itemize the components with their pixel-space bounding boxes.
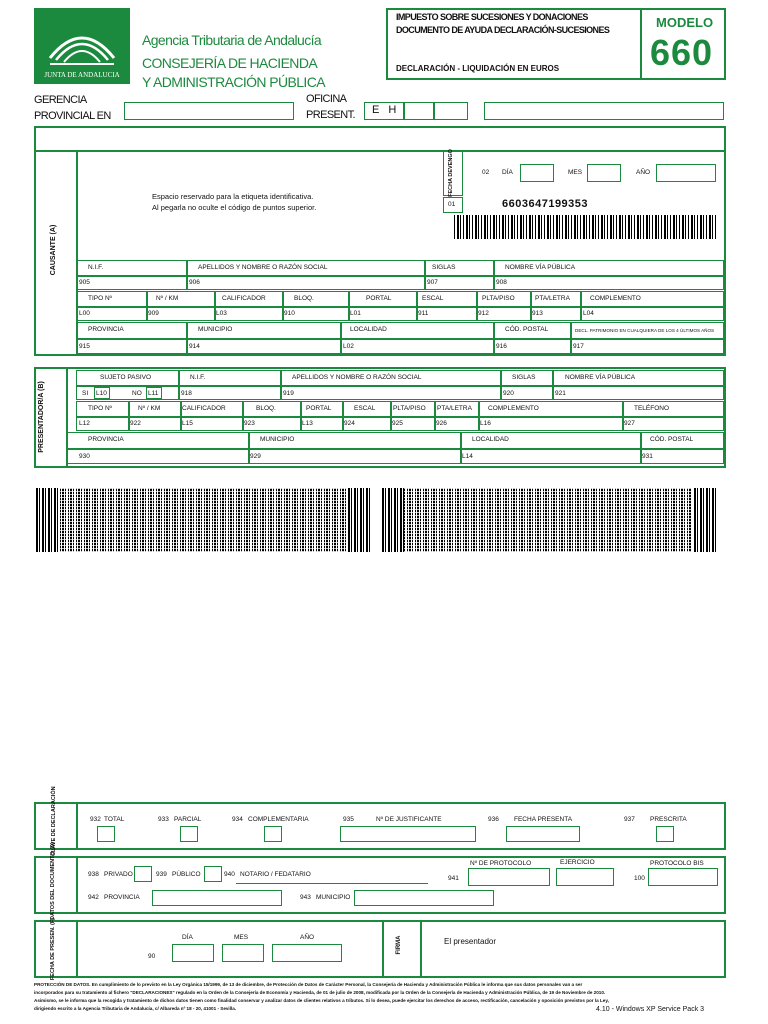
devengo-dia-field[interactable] [520, 164, 554, 182]
p-929: 929 [250, 453, 261, 460]
anio-label: AÑO [636, 169, 651, 176]
p-tipo-label: TIPO Nº [88, 405, 113, 412]
gerencia-label-1: GERENCIA [34, 94, 87, 106]
causante-top-rule [34, 150, 726, 152]
c-row3-v2 [340, 322, 342, 354]
c-planta-label: PLTA/PISO [482, 295, 515, 302]
p-apellidos-label: APELLIDOS Y NOMBRE O RAZÓN SOCIAL [292, 374, 422, 381]
clave-title: CLAVE DE DECLARACIÓN [51, 786, 57, 856]
p-930: 930 [79, 453, 90, 460]
notario-label: NOTARIO / FEDATARIO [240, 871, 311, 878]
oficina-prefix: E H [372, 104, 400, 116]
oficina-label-2: PRESENT. [306, 109, 355, 121]
c-bloq-label: BLOQ. [294, 295, 314, 302]
protocolo-bis-field[interactable] [648, 868, 718, 886]
p-l15: L15 [182, 420, 193, 427]
fecha-present-title: FECHA DE PRESEN. (F) [50, 917, 56, 981]
c-escal-label: ESCAL [422, 295, 444, 302]
p-921: 921 [555, 390, 566, 397]
clave-left-rule [76, 802, 78, 850]
p-918: 918 [181, 390, 192, 397]
c-row1-v1 [186, 260, 188, 290]
prescrita-checkbox[interactable] [656, 826, 674, 842]
signature-area[interactable] [424, 924, 722, 974]
c936: 936 [488, 816, 499, 823]
p-row1-v1 [178, 370, 180, 400]
lopd-line-1: PROTECCIÓN DE DATOS. En cumplimiento de lo previsto en la Ley Orgánica 15/1999, de 13 de diciembre, de Protección de Datos de Carácter Personal, la Consejería de Hacienda y Administración Pública le informa que sus datos personales van a ser [34, 982, 583, 987]
devengo-mes-field[interactable] [587, 164, 621, 182]
c939: 939 [156, 871, 167, 878]
p-923: 923 [244, 420, 255, 427]
c-l03: L03 [216, 310, 227, 317]
ministry-line-2: Y ADMINISTRACIÓN PÚBLICA [142, 74, 325, 90]
c-l01: L01 [350, 310, 361, 317]
fp-dia-label: DÍA [182, 934, 193, 941]
junta-caption: JUNTA DE ANDALUCIA [44, 71, 120, 79]
c-cp-label: CÓD. POSTAL [505, 326, 549, 333]
p-puerta-label: PTA/LETRA [437, 405, 472, 412]
c-915: 915 [79, 343, 90, 350]
fp-anio-label: AÑO [300, 934, 315, 941]
documento-title: DATOS DEL DOCUMENTO (D) [50, 842, 56, 920]
c-nif-label: N.I.F. [88, 264, 104, 271]
oficina-field-2[interactable] [404, 102, 434, 120]
junta-logo [34, 8, 130, 84]
total-label: TOTAL [104, 816, 125, 823]
firma-divider-2 [420, 920, 422, 978]
presentador-title: PRESENTADOR/A (B) [38, 381, 45, 453]
p-row3-mid [66, 448, 724, 450]
barcode [454, 215, 716, 239]
p-927: 927 [624, 420, 635, 427]
c-row1-v3 [493, 260, 495, 290]
fecha-devengo-label: FECHA DEVENGO [448, 149, 454, 197]
doc-municipio-label: MUNICIPIO [316, 894, 351, 901]
fp-mes-field[interactable] [222, 944, 264, 962]
p-931: 931 [642, 453, 653, 460]
c-909: 909 [148, 310, 159, 317]
c-via-label: NOMBRE VÍA PÚBLICA [505, 264, 576, 271]
fp-90: 90 [148, 953, 156, 960]
complementaria-label: COMPLEMENTARIA [248, 816, 309, 823]
documento-left-rule [76, 856, 78, 914]
c-provincia-label: PROVINCIA [88, 326, 124, 333]
c-row2-v8 [580, 291, 582, 321]
c-row1-mid [76, 275, 724, 277]
p-925: 925 [392, 420, 403, 427]
c-municipio-label: MUNICIPIO [198, 326, 233, 333]
p-926: 926 [436, 420, 447, 427]
c-917: 917 [573, 343, 584, 350]
total-checkbox[interactable] [97, 826, 115, 842]
p-sujeto-label: SUJETO PASIVO [100, 374, 152, 381]
c-913: 913 [532, 310, 543, 317]
c933: 933 [158, 816, 169, 823]
fecha-presenta-label: FECHA PRESENTA [514, 816, 573, 823]
code-02: 02 [482, 169, 490, 176]
p-row1-mid [76, 385, 724, 387]
p-cp-label: CÓD. POSTAL [650, 436, 694, 443]
presentador-label: El presentador [444, 937, 497, 946]
c-compl-label: COMPLEMENTO [590, 295, 641, 302]
doc-municipio-field[interactable] [354, 890, 494, 906]
lopd-line-3: Asimismo, se le informa que la recogida y tratamiento de dichos datos tienen como finalidad conservar y analizar datos de clientes relativos a tributos. Si lo desea, puede ejercitar los derechos de acceso, rectificación, cancelación y oposición previstos por la Ley, [34, 998, 609, 1003]
c938: 938 [88, 871, 99, 878]
p-portal-label: PORTAL [306, 405, 332, 412]
p-l13: L13 [302, 420, 313, 427]
c-907: 907 [427, 279, 438, 286]
c-910: 910 [284, 310, 295, 317]
c-row3-v4 [570, 322, 572, 354]
ministry-line-1: CONSEJERÍA DE HACIENDA [142, 55, 318, 71]
c-puerta-label: PTA/LETRA [535, 295, 570, 302]
p-l12: L12 [79, 420, 90, 427]
c941: 941 [448, 875, 459, 882]
p-919: 919 [283, 390, 294, 397]
gerencia-label-2: PROVINCIAL EN [34, 110, 111, 122]
p-l11: L11 [148, 390, 159, 397]
doc-provincia-label: PROVINCIA [104, 894, 140, 901]
p-compl-label: COMPLEMENTO [488, 405, 539, 412]
ejercicio-label: EJERCICIO [560, 859, 595, 866]
version-label: 4.10 - Windows XP Service Pack 3 [596, 1006, 705, 1013]
barcode-number: 6603647199353 [502, 198, 589, 210]
c-localidad-label: LOCALIDAD [350, 326, 387, 333]
fp-anio-field[interactable] [272, 944, 342, 962]
complementaria-checkbox[interactable] [264, 826, 282, 842]
fecha-left-rule [76, 920, 78, 978]
c-l00: L00 [79, 310, 90, 317]
fp-mes-label: MES [234, 934, 249, 941]
p-row2-mid [76, 416, 724, 418]
lopd-line-2: incorporados para su tratamiento al fichero "DECLARACIONES" regulado en la Orden de la Consejería de Economía y Hacienda, de 01 de julio de 2008, modificada por la Orden de la Consejería de Hacienda y Administración Pública, de 19 de Noviembre de 2010. [34, 990, 606, 995]
c-row3-mid [76, 338, 724, 340]
c-911: 911 [418, 310, 429, 317]
p-planta-label: PLTA/PISO [393, 405, 426, 412]
p-siglas-label: SIGLAS [512, 374, 536, 381]
ejercicio-field[interactable] [556, 868, 614, 886]
parcial-checkbox[interactable] [180, 826, 198, 842]
p-localidad-label: LOCALIDAD [472, 436, 509, 443]
tax-title-2: DOCUMENTO DE AYUDA DECLARACIÓN-SUCESIONES [396, 25, 610, 35]
modelo-number: 660 [650, 32, 714, 73]
p-calif-label: CALIFICADOR [182, 405, 226, 412]
pdf417-noise-left [60, 488, 346, 552]
c-row3-v1 [186, 322, 188, 354]
label-note-1: Espacio reservado para la etiqueta identificativa. [152, 192, 314, 201]
protocolo-field[interactable] [468, 868, 550, 886]
p-l10: L10 [96, 390, 107, 397]
p-no: NO [132, 390, 142, 397]
c-apellidos-label: APELLIDOS Y NOMBRE O RAZÓN SOCIAL [198, 264, 328, 271]
code-01: 01 [448, 201, 456, 208]
c935: 935 [343, 816, 354, 823]
c-decl-label: DECL. PATRIMONIO EN CUALQUIERA DE LOS 4 ÚLTIMOS AÑOS [575, 328, 715, 333]
justificante-field[interactable] [340, 826, 476, 842]
privado-checkbox[interactable] [134, 866, 152, 882]
fecha-presenta-field[interactable] [506, 826, 580, 842]
c942: 942 [88, 894, 99, 901]
c932: 932 [90, 816, 101, 823]
c-916: 916 [496, 343, 507, 350]
p-nif-label: N.I.F. [190, 374, 206, 381]
parcial-label: PARCIAL [174, 816, 202, 823]
p-municipio-label: MUNICIPIO [260, 436, 295, 443]
causante-title: CAUSANTE (A) [50, 224, 57, 276]
p-920: 920 [503, 390, 514, 397]
c934: 934 [232, 816, 243, 823]
c-906: 906 [189, 279, 200, 286]
pdf417-noise-right [404, 488, 692, 552]
publico-label: PÚBLICO [172, 871, 201, 878]
c-l02: L02 [343, 343, 354, 350]
p-via-label: NOMBRE VÍA PÚBLICA [565, 374, 636, 381]
c-tipo-label: TIPO Nº [88, 295, 113, 302]
p-escal-label: ESCAL [354, 405, 376, 412]
gerencia-field[interactable] [124, 102, 294, 120]
c100: 100 [634, 875, 645, 882]
p-si: SI [82, 390, 89, 397]
label-note-2: Al pegarla no oculte el código de puntos superior. [152, 203, 317, 212]
p-bloq-label: BLOQ. [256, 405, 276, 412]
p-922: 922 [130, 420, 141, 427]
protocolo-bis-label: PROTOCOLO BIS [650, 860, 704, 867]
publico-checkbox[interactable] [204, 866, 222, 882]
c-portal-label: PORTAL [366, 295, 392, 302]
c940: 940 [224, 871, 235, 878]
c-calif-label: CALIFICADOR [222, 295, 266, 302]
p-provincia-label: PROVINCIA [88, 436, 124, 443]
c-siglas-label: SIGLAS [432, 264, 456, 271]
oficina-label-1: OFICINA [306, 93, 347, 105]
lopd-line-4: dirigiendo escrito a la Agencia Tributaria de Andalucía, c/ Albareda nº 18 - 20, 41001 - Sevilla. [34, 1006, 237, 1011]
devengo-anio-field[interactable] [656, 164, 716, 182]
c-l04: L04 [583, 310, 594, 317]
p-num-label: Nº / KM [138, 405, 161, 412]
oficina-field-3[interactable] [434, 102, 468, 120]
modelo-label: MODELO [656, 15, 714, 30]
p-row1-v4 [552, 370, 554, 400]
c-912: 912 [478, 310, 489, 317]
p-l16: L16 [480, 420, 491, 427]
privado-label: PRIVADO [104, 871, 133, 878]
p-row1-v3 [500, 370, 502, 400]
justificante-label: Nº DE JUSTIFICANTE [376, 816, 442, 823]
tax-title-3: DECLARACIÓN - LIQUIDACIÓN EN EUROS [396, 64, 560, 73]
protocolo-label: Nº DE PROTOCOLO [470, 860, 532, 867]
modelo-divider [640, 8, 642, 80]
c-905: 905 [79, 279, 90, 286]
c-row3-v3 [493, 322, 495, 354]
p-tel-label: TELÉFONO [634, 405, 670, 412]
c937: 937 [624, 816, 635, 823]
c-row2-mid [76, 306, 724, 308]
notario-field[interactable] [236, 883, 428, 884]
prescrita-label: PRESCRITA [650, 816, 687, 823]
firma-divider [382, 920, 384, 978]
c-num-label: Nº / KM [156, 295, 179, 302]
mes-label: MES [568, 169, 583, 176]
oficina-field-4[interactable] [484, 102, 724, 120]
p-l14: L14 [462, 453, 473, 460]
c-908: 908 [496, 279, 507, 286]
tax-title-1: IMPUESTO SOBRE SUCESIONES Y DONACIONES [396, 12, 588, 22]
firma-label: FIRMA [396, 935, 402, 955]
doc-provincia-field[interactable] [152, 890, 282, 906]
c-row1-v2 [424, 260, 426, 290]
c-914: 914 [189, 343, 200, 350]
p-row1-v2 [280, 370, 282, 400]
fp-dia-field[interactable] [172, 944, 214, 962]
dia-label: DÍA [502, 169, 513, 176]
agency-name: Agencia Tributaria de Andalucía [142, 32, 322, 48]
c943: 943 [300, 894, 311, 901]
p-924: 924 [344, 420, 355, 427]
